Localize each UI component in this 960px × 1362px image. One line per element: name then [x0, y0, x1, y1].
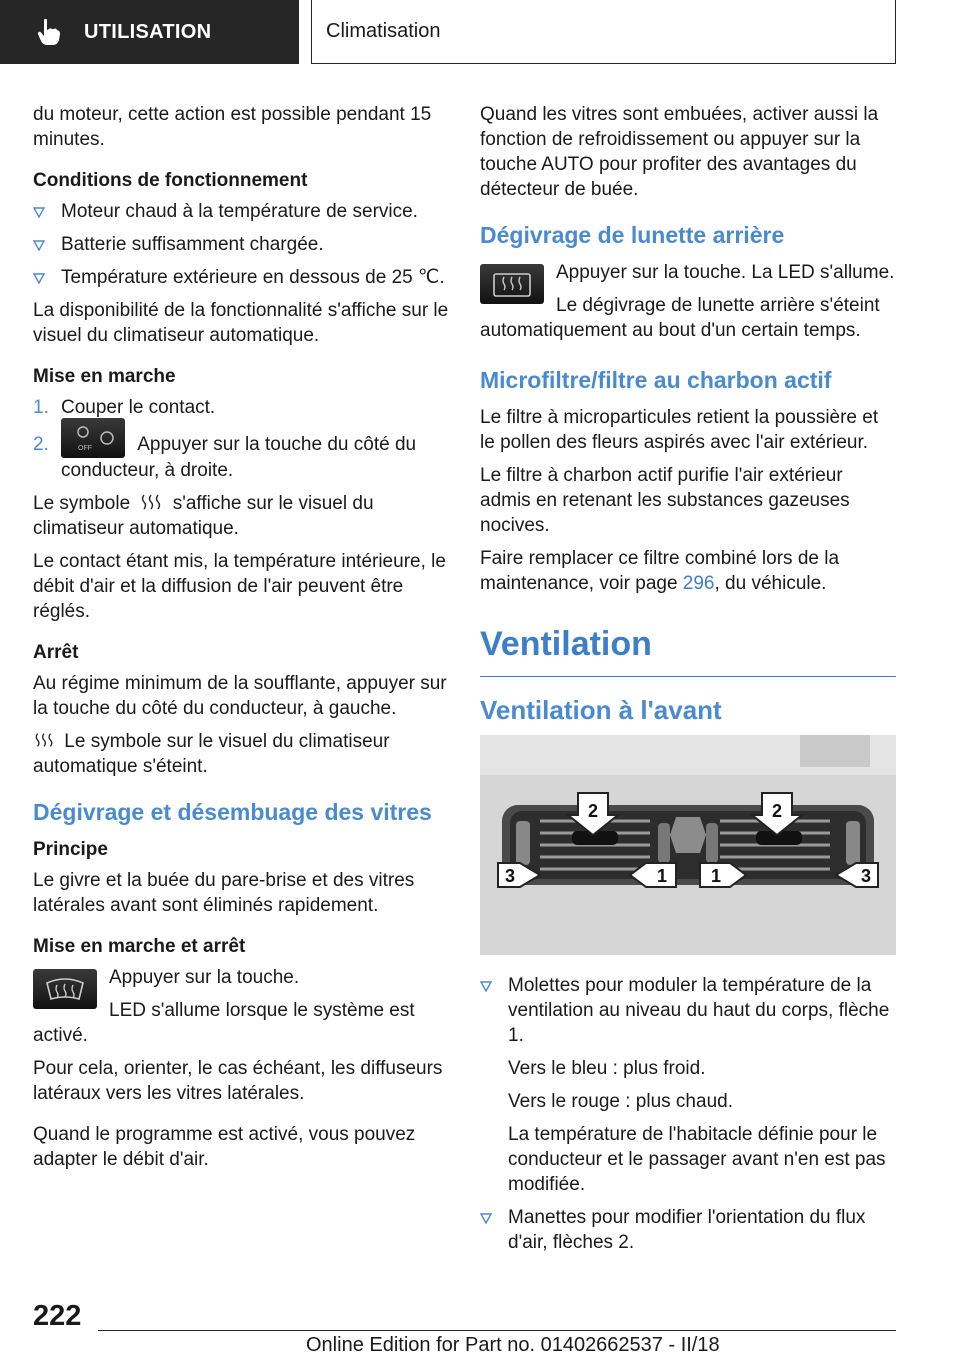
stop-heading: Arrêt: [33, 642, 79, 663]
section-label: UTILISATION: [84, 20, 212, 43]
defrost-block: [33, 965, 451, 1048]
principle-heading: Principe: [33, 839, 108, 860]
orient-text: Pour cela, orienter, le cas échéant, les diffuseurs latéraux vers les vitres latérales.: [33, 1058, 443, 1104]
callout-label: 3: [860, 866, 872, 886]
intro-text: du moteur, cette action est possible pendant 15 minutes.: [33, 104, 432, 150]
contact-text: Le contact étant mis, la température intérieure, le débit d'air et la diffusion de l'air peuvent être réglés.: [33, 551, 446, 622]
led-text: LED s'allume lorsque le système est activé.: [33, 1000, 415, 1046]
heat-waves-icon: [139, 493, 163, 511]
callout-label: 1: [656, 866, 668, 886]
rear-window-defrost-button-image: [480, 264, 544, 304]
rear-defrost-block: [480, 260, 896, 343]
front-ventilation-heading: Ventilation à l'avant: [480, 695, 722, 725]
filter-text-1: Le filtre à microparticules retient la poussière et le pollen des fleurs aspirés avec l'air extérieur.: [480, 407, 879, 453]
right-column: [480, 102, 896, 1263]
chapter-tab: [311, 0, 896, 64]
bullet-triangle-icon: [33, 272, 45, 284]
callout-label: 2: [587, 801, 599, 821]
filter-text-3: Faire remplacer ce filtre combiné lors de la maintenance, voir page 296, du véhicule.: [480, 548, 840, 594]
start-heading: Mise en marche: [33, 366, 176, 387]
fogged-text: Quand les vitres sont embuées, activer aussi la fonction de refroidissement ou appuyer sur la touche AUTO pour profiter des avantages du détecteur de buée.: [480, 104, 879, 200]
left-column: [33, 102, 451, 1180]
filter-heading: Microfiltre/filtre au charbon actif: [480, 367, 832, 393]
bullet-triangle-icon: [33, 239, 45, 251]
vent-photo: [480, 735, 896, 955]
defrost-heading: Dégivrage et désembuage des vitres: [33, 799, 432, 825]
callout-label: 1: [710, 866, 722, 886]
bullet-triangle-icon: [480, 1212, 492, 1224]
ventilation-heading: Ventilation: [480, 622, 896, 677]
step-item: 2. OFF Appuyer sur la touche du côté du conducteur, à droite.: [33, 432, 451, 483]
stop-symbol-text: Le symbole sur le visuel du climatiseur automatique s'éteint.: [33, 731, 390, 777]
rear-press-text: Appuyer sur la touche. La LED s'allume.: [556, 262, 895, 283]
heat-waves-icon: [33, 731, 55, 749]
list-item: Manettes pour modifier l'orientation du flux d'air, flèches 2.: [480, 1205, 896, 1255]
list-item: Température extérieure en dessous de 25 ℃.: [33, 265, 451, 290]
hand-pointer-icon: [36, 18, 62, 46]
footer-divider: [98, 1330, 896, 1331]
edition-text: Online Edition for Part no. 01402662537 - II/18: [306, 1334, 720, 1356]
callout-label: 2: [771, 801, 783, 821]
symbol-text: Le symbole s'affiche sur le visuel du climatiseur automatique.: [33, 493, 374, 539]
page-link[interactable]: 296: [682, 573, 715, 594]
svg-text:OFF: OFF: [78, 445, 92, 452]
windshield-defrost-button-image: [33, 969, 97, 1009]
bullet-triangle-icon: [33, 206, 45, 218]
list-item: Molettes pour moduler la température de la ventilation au niveau du haut du corps, flèche 1. Vers le bleu : plus froid. Vers le rouge : plus chaud. La température de l'habitacle définie pour le conducteur et le passager avant n'en est pas modifiée.: [480, 973, 896, 1197]
onoff-heading: Mise en marche et arrêt: [33, 936, 246, 957]
rear-off-text: Le dégivrage de lunette arrière s'éteint automatiquement au bout d'un certain temps.: [480, 295, 880, 341]
list-item: Batterie suffisamment chargée.: [33, 232, 451, 257]
fan-button-image: [61, 418, 125, 458]
press-text: Appuyer sur la touche.: [109, 967, 300, 988]
principle-text: Le givre et la buée du pare-brise et des vitres latérales avant sont éliminés rapidement.: [33, 870, 415, 916]
conditions-heading: Conditions de fonctionnement: [33, 170, 308, 191]
stop-text: Au régime minimum de la soufflante, appuyer sur la touche du côté du conducteur, à gauche.: [33, 673, 447, 719]
callout-label: 3: [504, 866, 516, 886]
chapter-label: Climatisation: [326, 20, 441, 42]
section-tab: [0, 0, 299, 64]
availability-text: La disponibilité de la fonctionnalité s'affiche sur le visuel du climatiseur automatique.: [33, 300, 449, 346]
list-item: Moteur chaud à la température de service.: [33, 199, 451, 224]
page-number: 222: [33, 1300, 82, 1332]
program-text: Quand le programme est activé, vous pouvez adapter le débit d'air.: [33, 1124, 416, 1170]
filter-text-2: Le filtre à charbon actif purifie l'air extérieur admis en retenant les substances gazeuses nocives.: [480, 465, 850, 536]
step-item: 1. Couper le contact.: [33, 397, 216, 418]
page-header: [0, 0, 960, 66]
rear-defrost-heading: Dégivrage de lunette arrière: [480, 222, 785, 248]
bullet-triangle-icon: [480, 980, 492, 992]
